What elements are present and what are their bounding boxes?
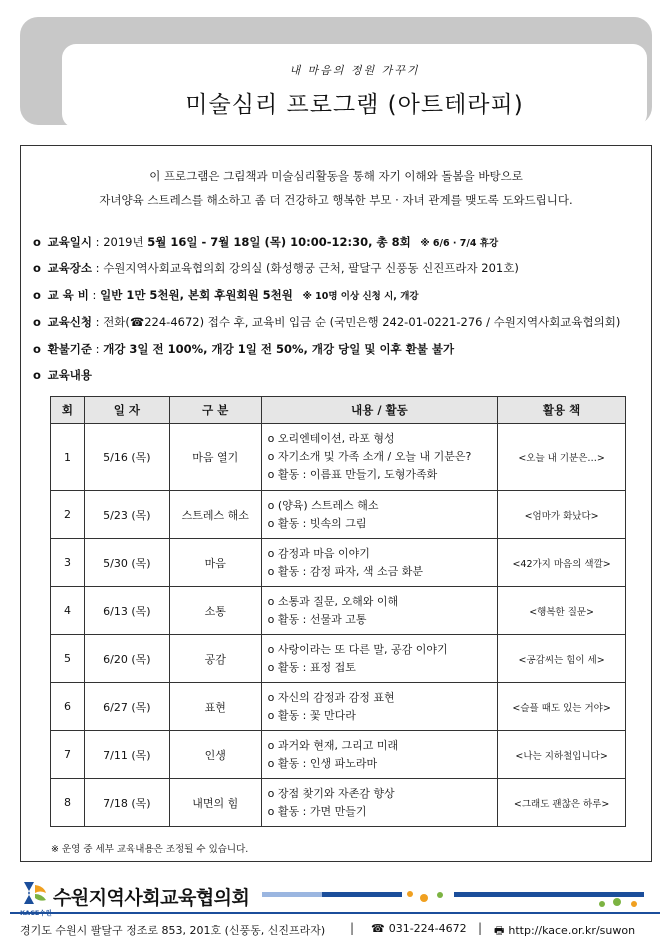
session-category: 소통 (169, 587, 261, 635)
table-row (51, 587, 626, 635)
session-date: 5/16 (목) (84, 424, 169, 491)
session-content (261, 539, 498, 587)
header-subtitle: 내 마음의 정원 가꾸기 (289, 64, 420, 77)
place-label: 교육장소 (47, 261, 92, 275)
session-category: 스트레스 해소 (169, 491, 261, 539)
content-line: o 활동 : 꽃 만다라 (267, 708, 356, 722)
session-number: 5 (51, 635, 85, 683)
table-row (51, 539, 626, 587)
footer-separator: | (478, 921, 483, 935)
period-note: ※ 6/6 · 7/4 휴강 (420, 238, 499, 249)
content-line: o 장점 찾기와 자존감 향상 (267, 786, 395, 800)
footer-tel (371, 922, 467, 935)
session-number: 8 (51, 779, 85, 827)
session-number: 1 (51, 424, 85, 491)
session-content (261, 635, 498, 683)
session-date: 6/20 (목) (84, 635, 169, 683)
refund-label: 환불기준 (47, 342, 92, 356)
decorative-dots (402, 890, 652, 910)
session-book: <슬플 때도 있는 거야> (498, 683, 626, 731)
info-fee: o 교 육 비 : 일반 1만 5천원, 본회 후원회원 5천원 ※ 10명 이상 신청 시, 개강 (33, 288, 419, 302)
col-header-content: 내용 / 활동 (261, 397, 498, 424)
apply-value: 전화(☎224-4672) 접수 후, 교육비 입금 순 (국민은행 242-01-0221-276 / 수원지역사회교육협의회) (103, 315, 621, 329)
col-header-date: 일 자 (84, 397, 169, 424)
bullet: o (33, 288, 41, 302)
web-icon: 🖶 (494, 924, 505, 937)
session-book: <오늘 내 기분은…> (498, 424, 626, 491)
content-line: o 사랑이라는 또 다른 말, 공감 이야기 (267, 642, 448, 656)
footer-separator: | (350, 921, 355, 935)
kace-logo-icon (20, 880, 48, 906)
session-number: 4 (51, 587, 85, 635)
content-line: o 활동 : 선물과 고통 (267, 612, 367, 626)
content-line: o 활동 : 표정 접토 (267, 660, 356, 674)
session-date: 5/23 (목) (84, 491, 169, 539)
content-line: o 활동 : 이름표 만들기, 도형가족화 (267, 468, 438, 481)
content-line: o 과거와 현재, 그리고 미래 (267, 738, 399, 752)
content-line: o 오리엔테이션, 라포 형성 (267, 432, 395, 445)
fee-value: 일반 1만 5천원, 본회 후원회원 5천원 (100, 288, 293, 302)
content-line: o 활동 : 빗속의 그림 (267, 516, 367, 530)
content-box (20, 145, 652, 862)
session-category: 인생 (169, 731, 261, 779)
footnote: ※ 운영 중 세부 교육내용은 조정될 수 있습니다. (51, 844, 249, 855)
content-line: o 자신의 감정과 감정 표현 (267, 690, 395, 704)
footer-url (494, 922, 635, 941)
content-line: o (양육) 스트레스 해소 (267, 498, 379, 512)
col-header-no: 회 (51, 397, 85, 424)
intro-line-1: 이 프로그램은 그림책과 미술심리활동을 통해 자기 이해와 돌봄을 바탕으로 (149, 169, 523, 183)
session-date: 6/13 (목) (84, 587, 169, 635)
col-header-book: 활용 책 (498, 397, 626, 424)
phone-icon: ☎ (371, 922, 385, 935)
period-value: 5월 16일 - 7월 18일 (목) 10:00-12:30, 총 8회 (147, 235, 411, 249)
info-place: o 교육장소 : 수원지역사회교육협의회 강의실 (화성행궁 근처, 팔달구 신풍동 신진프라자 201호) (33, 261, 519, 275)
info-apply: o 교육신청 : 전화(☎224-4672) 접수 후, 교육비 입금 순 (국민은행 242-01-0221-276 / 수원지역사회교육협의회) (33, 315, 621, 329)
decorative-bar (322, 892, 402, 897)
place-value: 수원지역사회교육협의회 강의실 (화성행궁 근처, 팔달구 신풍동 신진프라자 201호) (103, 261, 519, 275)
page-title: 미술심리 프로그램 (아트테라피) (185, 92, 524, 118)
info-period: o 교육일시 : 2019년 5월 16일 - 7월 18일 (목) 10:00-12:30, 총 8회 ※ 6/6 · 7/4 휴강 (33, 235, 499, 249)
session-content (261, 491, 498, 539)
session-book: <나는 지하철입니다> (498, 731, 626, 779)
period-year: 2019년 (103, 235, 144, 249)
bullet: o (33, 368, 41, 382)
content-line: o 자기소개 및 가족 소개 / 오늘 내 기분은? (267, 450, 472, 463)
content-line: o 활동 : 가면 만들기 (267, 804, 367, 818)
session-number: 3 (51, 539, 85, 587)
session-book: <공감씨는 힘이 세> (498, 635, 626, 683)
session-content (261, 424, 498, 491)
table-row (51, 635, 626, 683)
header-panel (62, 44, 647, 128)
table-row (51, 683, 626, 731)
bullet: o (33, 261, 41, 275)
schedule-table (50, 396, 626, 827)
content-line: o 감정과 마음 이야기 (267, 546, 370, 560)
content-label: 교육내용 (47, 368, 92, 382)
session-book: <엄마가 화났다> (498, 491, 626, 539)
content-line: o 소통과 질문, 오해와 이해 (267, 594, 399, 608)
session-book: <42가지 마음의 색깔> (498, 539, 626, 587)
intro-line-2: 자녀양육 스트레스를 해소하고 좀 더 건강하고 행복한 부모 · 자녀 관계를 맺도록 도와드립니다. (99, 193, 573, 207)
session-content (261, 779, 498, 827)
table-row (51, 424, 626, 491)
fee-label: 교 육 비 (47, 288, 89, 302)
session-date: 7/11 (목) (84, 731, 169, 779)
table-header-row (51, 397, 626, 424)
col-header-category: 구 분 (169, 397, 261, 424)
footer-logo (20, 880, 320, 920)
bullet: o (33, 342, 41, 356)
table-row (51, 779, 626, 827)
period-label: 교육일시 (47, 235, 92, 249)
apply-label: 교육신청 (47, 315, 92, 329)
session-category: 표현 (169, 683, 261, 731)
session-content (261, 731, 498, 779)
info-refund: o 환불기준 : 개강 3일 전 100%, 개강 1일 전 50%, 개강 당일 및 이후 환불 불가 (33, 342, 455, 356)
session-book: <그래도 괜찮은 하루> (498, 779, 626, 827)
session-category: 공감 (169, 635, 261, 683)
intro-text (21, 164, 651, 212)
decorative-bar (262, 892, 322, 897)
website-link[interactable]: http://kace.or.kr/suwon (508, 924, 636, 937)
session-content (261, 683, 498, 731)
session-category: 마음 (169, 539, 261, 587)
table-row (51, 491, 626, 539)
session-number: 6 (51, 683, 85, 731)
footer-divider (10, 912, 660, 914)
bullet: o (33, 315, 41, 329)
footer-address: 경기도 수원시 팔달구 정조로 853, 201호 (신풍동, 신진프라자) (20, 924, 326, 937)
refund-value: 개강 3일 전 100%, 개강 1일 전 50%, 개강 당일 및 이후 환불 불가 (103, 342, 455, 356)
session-date: 5/30 (목) (84, 539, 169, 587)
fee-note: ※ 10명 이상 신청 시, 개강 (302, 291, 419, 302)
session-date: 7/18 (목) (84, 779, 169, 827)
session-category: 마음 열기 (169, 424, 261, 491)
session-book: <행복한 질문> (498, 587, 626, 635)
info-content (33, 367, 92, 383)
bullet: o (33, 235, 41, 249)
table-row (51, 731, 626, 779)
org-name: 수원지역사회교육협의회 (53, 887, 250, 909)
content-line: o 활동 : 인생 파노라마 (267, 756, 378, 770)
content-line: o 활동 : 감정 파자, 색 소금 화분 (267, 564, 423, 578)
session-content (261, 587, 498, 635)
session-number: 2 (51, 491, 85, 539)
session-date: 6/27 (목) (84, 683, 169, 731)
tel-number: 031-224-4672 (388, 922, 467, 935)
session-category: 내면의 힘 (169, 779, 261, 827)
session-number: 7 (51, 731, 85, 779)
header-banner (20, 17, 652, 125)
